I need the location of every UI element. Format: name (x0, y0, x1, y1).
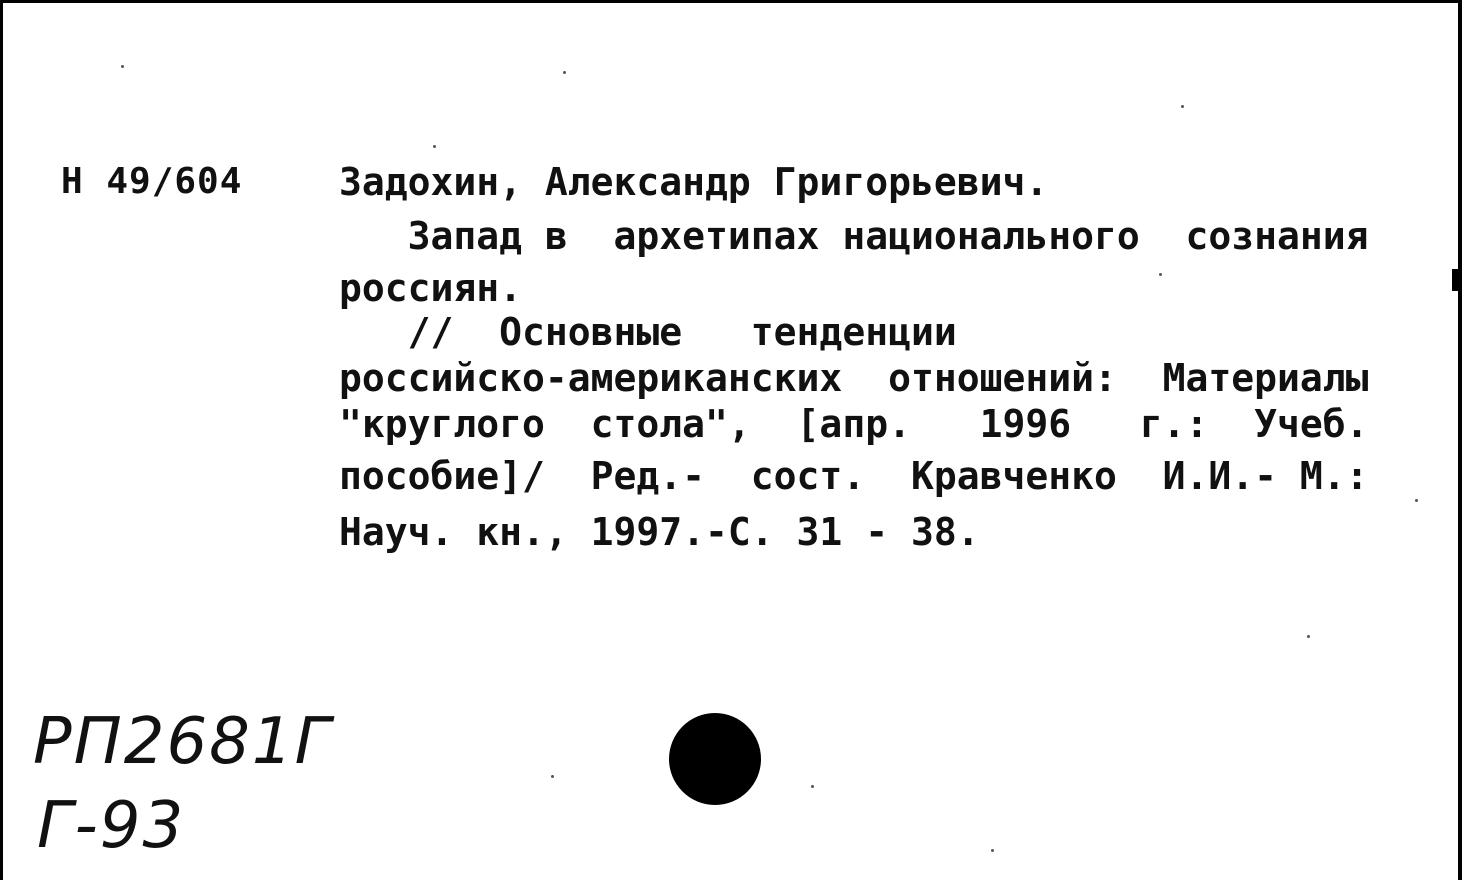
shelf-mark: Н 49/604 (61, 161, 243, 202)
handwritten-code-2: Г-93 (37, 789, 186, 863)
punch-hole (669, 713, 761, 805)
speck (433, 145, 436, 148)
speck (1415, 499, 1418, 502)
speck (1307, 635, 1310, 638)
speck (121, 65, 124, 68)
author-line: Задохин, Александр Григорьевич. (339, 160, 1049, 204)
speck (551, 775, 554, 778)
title-line-1: Запад в архетипах национального сознания (339, 214, 1369, 258)
title-line-2: россиян. (339, 266, 523, 310)
source-line-2: российско-американских отношений: Материалы (339, 356, 1369, 400)
speck (1181, 105, 1184, 108)
source-line-1: // Основные тенденции (339, 310, 957, 354)
edge-mark (1452, 269, 1458, 291)
source-line-3: "круглого стола", [апр. 1996 г.: Учеб. (339, 402, 1369, 446)
source-line-4: пособие]/ Ред.- сост. Кравченко И.И.- М.: (339, 454, 1369, 498)
speck (1159, 273, 1162, 276)
speck (563, 71, 566, 74)
handwritten-code-1: РП2681Г (33, 705, 333, 779)
speck (811, 785, 814, 788)
imprint-line: Науч. кн., 1997.-С. 31 - 38. (339, 510, 980, 554)
speck (991, 849, 994, 852)
